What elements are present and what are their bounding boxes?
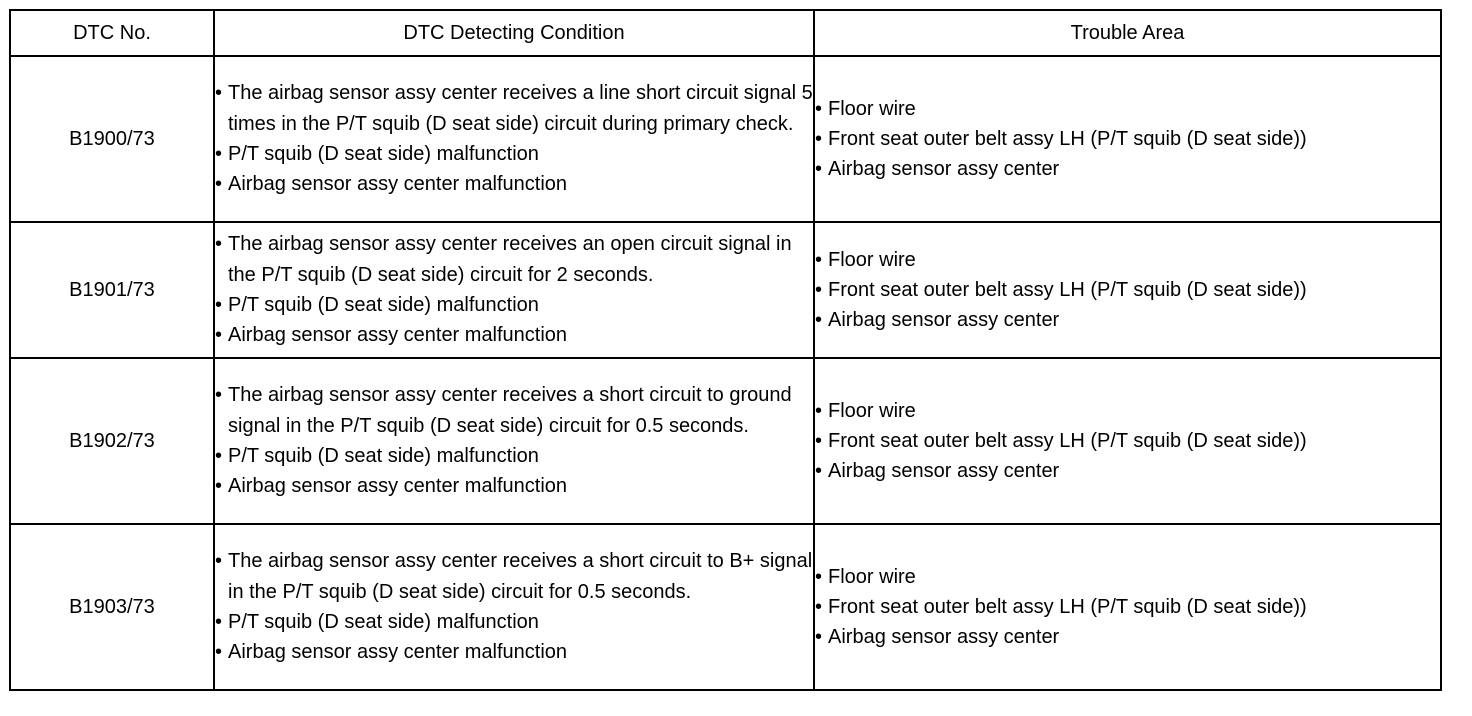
condition-cell [214, 524, 814, 690]
dtc-code-cell: B1900/73 [10, 56, 214, 222]
dtc-code-cell: B1902/73 [10, 358, 214, 524]
condition-item: • The airbag sensor assy center receives a short circuit to B+ signal in the P/T squib (D seat side) circuit for 0.5 seconds. [215, 546, 813, 607]
table-row [10, 358, 1441, 524]
trouble-area-item: • Airbag sensor assy center [815, 622, 1440, 652]
condition-list [215, 380, 813, 501]
trouble-area-item: • Front seat outer belt assy LH (P/T squib (D seat side)) [815, 124, 1440, 154]
condition-item: • The airbag sensor assy center receives a line short circuit signal 5 times in the P/T squib (D seat side) circuit during primary check. [215, 78, 813, 139]
trouble-area-list [815, 562, 1440, 653]
condition-item: • Airbag sensor assy center malfunction [215, 471, 813, 501]
trouble-area-item: • Floor wire [815, 562, 1440, 592]
condition-list [215, 546, 813, 667]
trouble-area-item: • Airbag sensor assy center [815, 305, 1440, 335]
header-row [10, 10, 1441, 56]
trouble-area-list [815, 245, 1440, 336]
condition-item: • Airbag sensor assy center malfunction [215, 320, 813, 350]
dtc-table [9, 9, 1442, 691]
trouble-area-item: • Airbag sensor assy center [815, 154, 1440, 184]
condition-item: • The airbag sensor assy center receives an open circuit signal in the P/T squib (D seat side) circuit for 2 seconds. [215, 229, 813, 290]
dtc-table-header [10, 10, 1441, 56]
trouble-area-item: • Floor wire [815, 396, 1440, 426]
condition-item: • P/T squib (D seat side) malfunction [215, 607, 813, 637]
table-row [10, 56, 1441, 222]
trouble-area-item: • Airbag sensor assy center [815, 456, 1440, 486]
condition-list [215, 78, 813, 199]
condition-item: • Airbag sensor assy center malfunction [215, 637, 813, 667]
dtc-code-cell: B1901/73 [10, 222, 214, 358]
trouble-area-item: • Front seat outer belt assy LH (P/T squib (D seat side)) [815, 592, 1440, 622]
trouble-area-item: • Front seat outer belt assy LH (P/T squib (D seat side)) [815, 275, 1440, 305]
condition-item: • P/T squib (D seat side) malfunction [215, 441, 813, 471]
condition-item: • P/T squib (D seat side) malfunction [215, 290, 813, 320]
trouble-area-cell [814, 524, 1441, 690]
condition-cell [214, 222, 814, 358]
header-dtc-no: DTC No. [10, 10, 214, 56]
trouble-area-cell [814, 222, 1441, 358]
dtc-table-body [10, 56, 1441, 690]
trouble-area-list [815, 396, 1440, 487]
trouble-area-item: • Floor wire [815, 94, 1440, 124]
condition-list [215, 229, 813, 350]
table-row [10, 222, 1441, 358]
trouble-area-item: • Floor wire [815, 245, 1440, 275]
trouble-area-list [815, 94, 1440, 185]
table-row [10, 524, 1441, 690]
dtc-code-cell: B1903/73 [10, 524, 214, 690]
condition-item: • P/T squib (D seat side) malfunction [215, 139, 813, 169]
condition-cell [214, 56, 814, 222]
condition-item: • Airbag sensor assy center malfunction [215, 169, 813, 199]
condition-item: • The airbag sensor assy center receives a short circuit to ground signal in the P/T squib (D seat side) circuit for 0.5 seconds. [215, 380, 813, 441]
header-detecting-condition: DTC Detecting Condition [214, 10, 814, 56]
trouble-area-cell [814, 56, 1441, 222]
trouble-area-item: • Front seat outer belt assy LH (P/T squib (D seat side)) [815, 426, 1440, 456]
trouble-area-cell [814, 358, 1441, 524]
header-trouble-area: Trouble Area [814, 10, 1441, 56]
condition-cell [214, 358, 814, 524]
